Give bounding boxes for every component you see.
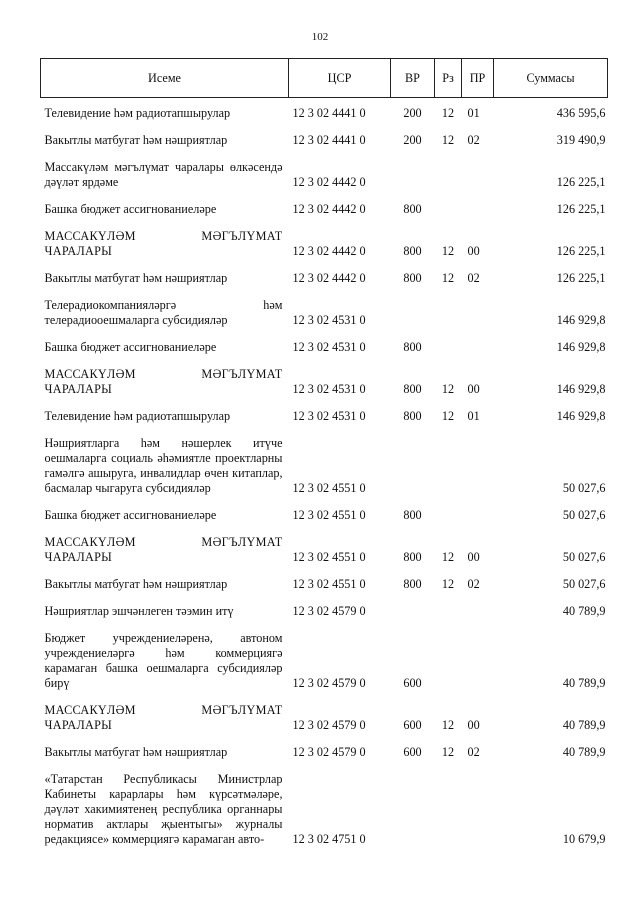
row-pr [462,623,494,695]
table-row [41,125,608,152]
row-sum: 126 225,1 [556,175,606,189]
row-csr: 12 3 02 4442 0 [292,202,366,216]
row-rz: 12 [441,550,455,564]
row-csr: 12 3 02 4551 0 [292,577,366,591]
row-rz: 12 [441,409,455,423]
row-rz: 12 [441,271,455,285]
row-pr: 02 [467,133,480,147]
row-name: Башка бюджет ассигнованиеләре [44,340,217,354]
row-csr: 12 3 02 4441 0 [292,133,366,147]
table-row [41,98,608,126]
table-row [41,194,608,221]
row-pr: 00 [467,244,480,258]
row-rz [435,332,462,359]
row-sum: 126 225,1 [556,202,606,216]
row-sum: 436 595,6 [556,106,606,120]
row-csr: 12 3 02 4531 0 [292,313,366,327]
row-sum: 146 929,8 [556,409,606,423]
header-csr: ЦСР [289,59,391,98]
table-row [41,527,608,569]
row-sum: 50 027,6 [562,508,606,522]
row-rz [435,290,462,332]
page-number: 102 [311,31,329,43]
table-row [41,359,608,401]
row-sum: 50 027,6 [562,577,606,591]
row-vr: 800 [403,577,422,591]
row-vr [391,290,435,332]
table-row [41,500,608,527]
row-name: МАССАКҮЛӘМ МӘГЪЛҮМАТ ЧАРАЛАРЫ [44,535,283,564]
row-name: Нәшриятларга һәм нәшерлек итүче оешмаларга социаль әһәмиятле проектларны гамәлгә ашыруга, инвалидлар өчен китаплар, басмалар чыгаруга субсидияләр [44,436,283,495]
table-row [41,152,608,194]
row-csr: 12 3 02 4751 0 [292,832,366,846]
row-rz [435,500,462,527]
row-pr [462,428,494,500]
row-vr [391,428,435,500]
row-rz: 12 [441,244,455,258]
row-pr: 00 [467,550,480,564]
row-pr [462,152,494,194]
row-csr: 12 3 02 4551 0 [292,508,366,522]
row-csr: 12 3 02 4551 0 [292,481,366,495]
row-pr [462,500,494,527]
budget-table [40,58,608,851]
row-name: Телевидение һәм радиотапшырулар [44,106,231,120]
table-row [41,263,608,290]
row-vr [391,596,435,623]
row-csr: 12 3 02 4531 0 [292,382,366,396]
row-vr: 800 [403,382,422,396]
row-name: Башка бюджет ассигнованиеләре [44,508,217,522]
row-vr: 800 [403,244,422,258]
row-pr: 00 [467,718,480,732]
row-pr: 00 [467,382,480,396]
row-rz: 12 [441,106,455,120]
row-name: Вакытлы матбугат һәм нәшриятлар [44,271,228,285]
table-row [41,695,608,737]
header-name: Исеме [41,59,289,98]
row-csr: 12 3 02 4442 0 [292,175,366,189]
row-name: МАССАКҮЛӘМ МӘГЪЛҮМАТ ЧАРАЛАРЫ [44,229,283,258]
row-sum: 40 789,9 [562,745,606,759]
row-rz: 12 [441,577,455,591]
row-pr: 01 [467,106,480,120]
row-sum: 50 027,6 [562,481,606,495]
header-pr: ПР [462,59,494,98]
row-csr: 12 3 02 4579 0 [292,718,366,732]
row-vr: 800 [403,271,422,285]
row-name: Вакытлы матбугат һәм нәшриятлар [44,745,228,759]
table-row [41,764,608,851]
row-sum: 40 789,9 [562,718,606,732]
row-rz: 12 [441,745,455,759]
row-csr: 12 3 02 4579 0 [292,745,366,759]
row-sum: 146 929,8 [556,382,606,396]
row-csr: 12 3 02 4551 0 [292,550,366,564]
row-vr: 200 [403,106,422,120]
row-pr: 01 [467,409,480,423]
row-sum: 319 490,9 [556,133,606,147]
row-sum: 126 225,1 [556,271,606,285]
row-rz: 12 [441,718,455,732]
row-name: Телевидение һәм радиотапшырулар [44,409,231,423]
row-csr: 12 3 02 4531 0 [292,409,366,423]
row-name: «Татарстан Республикасы Министрлар Кабинеты карарлары һәм күрсәтмәләре, дәүләт хакимиятенең республика органнары норматив актлары җыентыгы» журналы редакциясе» коммерциягә карамаган авто- [44,772,283,846]
table-row [41,428,608,500]
table-row [41,290,608,332]
row-name: Нәшриятлар эшчәнлеген тәэмин итү [44,604,234,618]
row-pr: 02 [467,271,480,285]
row-pr [462,764,494,851]
row-csr: 12 3 02 4579 0 [292,676,366,690]
row-name: Массакүләм мәгълүмат чаралары өлкәсендә дәүләт ярдәме [44,160,283,189]
header-rz: Рз [435,59,462,98]
table-row [41,623,608,695]
row-vr [391,152,435,194]
row-rz [435,428,462,500]
row-csr: 12 3 02 4441 0 [292,106,366,120]
row-name: Вакытлы матбугат һәм нәшриятлар [44,133,228,147]
row-vr: 800 [403,409,422,423]
row-vr: 600 [403,745,422,759]
row-vr [391,764,435,851]
row-pr: 02 [467,745,480,759]
row-csr: 12 3 02 4579 0 [292,604,366,618]
row-vr: 800 [403,550,422,564]
table-row [41,569,608,596]
row-rz [435,623,462,695]
row-sum: 50 027,6 [562,550,606,564]
header-vr: ВР [391,59,435,98]
row-rz [435,152,462,194]
row-vr: 600 [403,676,422,690]
row-vr: 800 [403,340,422,354]
row-sum: 146 929,8 [556,313,606,327]
row-pr [462,290,494,332]
row-pr: 02 [467,577,480,591]
row-sum: 126 225,1 [556,244,606,258]
row-pr [462,596,494,623]
row-name: МАССАКҮЛӘМ МӘГЪЛҮМАТ ЧАРАЛАРЫ [44,367,283,396]
row-sum: 40 789,9 [562,604,606,618]
table-row [41,332,608,359]
table-row [41,737,608,764]
row-csr: 12 3 02 4442 0 [292,271,366,285]
row-rz [435,764,462,851]
row-rz: 12 [441,133,455,147]
row-rz: 12 [441,382,455,396]
row-name: Телерадиокомпанияләргә һәм телерадиооешмаларга субсидияләр [44,298,283,327]
row-sum: 10 679,9 [562,832,606,846]
row-vr: 800 [403,202,422,216]
row-name: МАССАКҮЛӘМ МӘГЪЛҮМАТ ЧАРАЛАРЫ [44,703,283,732]
row-vr: 200 [403,133,422,147]
table-row [41,596,608,623]
row-sum: 146 929,8 [556,340,606,354]
table-row [41,401,608,428]
row-name: Бюджет учреждениеләренә, автоном учреждениеләргә һәм коммерциягә карамаган башка оешмаларга субсидияләр бирү [44,631,283,690]
row-name: Башка бюджет ассигнованиеләре [44,202,217,216]
table-header-row [41,59,608,98]
row-sum: 40 789,9 [562,676,606,690]
row-pr [462,194,494,221]
table-row [41,221,608,263]
row-csr: 12 3 02 4531 0 [292,340,366,354]
row-vr: 800 [403,508,422,522]
row-vr: 600 [403,718,422,732]
row-rz [435,596,462,623]
row-name: Вакытлы матбугат һәм нәшриятлар [44,577,228,591]
row-pr [462,332,494,359]
row-rz [435,194,462,221]
header-sum: Суммасы [494,59,608,98]
row-csr: 12 3 02 4442 0 [292,244,366,258]
